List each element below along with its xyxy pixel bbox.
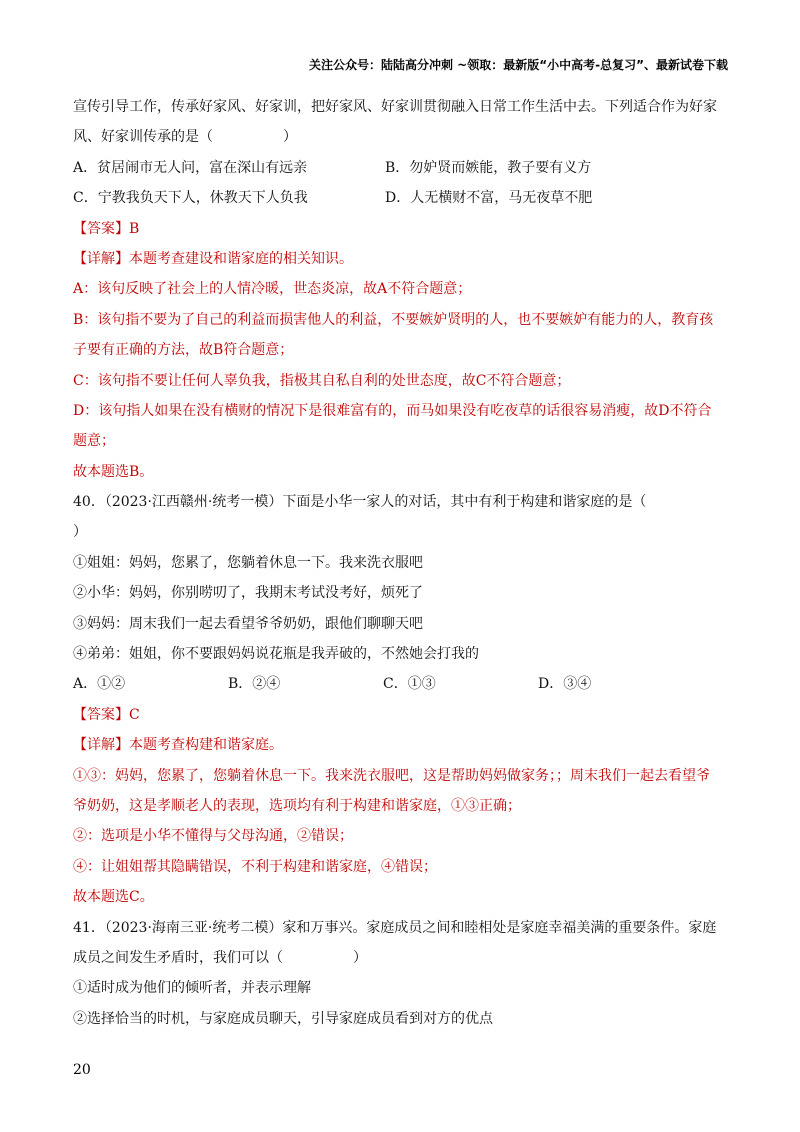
q40-explain-head: 【详解】本题考查构建和谐家庭。 [73, 737, 283, 754]
q40-options-row [73, 669, 733, 699]
q39-explain-line: B：该句指不要为了自己的利益而损害他人的利益，不要嫉妒贤明的人，也不要嫉妒有能力的人，教育孩 [73, 311, 714, 328]
q41-item: ②选择恰当的时机，与家庭成员聊天，引导家庭成员看到对方的优点 [73, 1010, 493, 1027]
q39-stem-line-2: 风、好家训传承的是（ ） [73, 129, 297, 146]
page-header: 关注公众号：陆陆高分冲刺 ~领取：最新版“小中高考-总复习”、最新试卷下载 [309, 58, 728, 72]
q40-conclusion: 故本题选C。 [73, 889, 154, 906]
q40-explain-line: ④：让姐姐帮其隐瞒错误，不利于构建和谐家庭，④错误； [73, 858, 437, 875]
q40-stem-line-2: ） [73, 524, 87, 541]
page-number: 20 [73, 1062, 91, 1078]
q39-stem-line-1: 宣传引导工作，传承好家风、好家训，把好家风、好家训贯彻融入日常工作生活中去。下列适合作为好家 [73, 99, 717, 115]
q40-item: ②小华：妈妈，你别唠叨了，我期末考试没考好，烦死了 [73, 585, 423, 602]
q40-explain-line: ①③：妈妈，您累了，您躺着休息一下。我来洗衣服吧，这是帮助妈妈做家务；；周末我们一起去看望爷 [73, 767, 710, 784]
q39-answer: 【答案】B [73, 220, 140, 237]
q40-item: ③妈妈：周末我们一起去看望爷爷奶奶，跟他们聊聊天吧 [73, 615, 423, 632]
document-body [73, 92, 733, 1034]
q39-explain-line: C：该句指不要让任何人辜负我，指极其自私自利的处世态度，故C不符合题意； [73, 372, 571, 389]
q39-option-c: C．宁教我负天下人，休教天下人负我 [73, 190, 308, 207]
q39-explain-line: D：该句指人如果在没有横财的情况下是很难富有的，而马如果没有吃夜草的话很容易消瘦，故D不符合 [73, 402, 712, 419]
q39-explain-line: A：该句反映了社会上的人情冷暖，世态炎凉，故A不符合题意； [73, 281, 472, 298]
q39-option-b: B．勿妒贤而嫉能，教子要有义方 [385, 159, 592, 176]
q39-explain-line: 题意； [73, 433, 115, 450]
q40-item: ④弟弟：姐姐，你不要跟妈妈说花瓶是我弄破的，不然她会打我的 [73, 646, 479, 663]
q40-option-d: D．③④ [538, 676, 592, 693]
q39-option-d: D．人无横财不富，马无夜草不肥 [385, 190, 593, 207]
q39-options-row-2 [73, 183, 733, 213]
q39-option-a: A．贫居闹市无人问，富在深山有远亲 [73, 159, 308, 176]
q41-stem-line-1: 41．（2023·海南三亚·统考二模）家和万事兴。家庭成员之间和睦相处是家庭幸福美满的重要条件。家庭 [73, 919, 717, 936]
q39-options-row-1 [73, 153, 733, 183]
q40-option-b: B．②④ [228, 676, 281, 693]
q39-conclusion: 故本题选B。 [73, 463, 154, 480]
q39-explain-line: 子要有正确的方法，故B符合题意； [73, 342, 294, 359]
q40-option-c: C．①③ [383, 676, 436, 693]
q40-explain-line: ②：选项是小华不懂得与父母沟通，②错误； [73, 828, 353, 845]
q40-explain-line: 爷奶奶，这是孝顺老人的表现，选项均有利于构建和谐家庭，①③正确； [73, 797, 521, 814]
q40-item: ①姐姐：妈妈，您累了，您躺着休息一下。我来洗衣服吧 [73, 554, 423, 571]
q41-stem-line-2: 成员之间发生矛盾时，我们可以（ ） [73, 949, 367, 966]
q41-item: ①适时成为他们的倾听者，并表示理解 [73, 980, 311, 997]
q40-option-a: A．①② [73, 676, 126, 693]
q39-explain-head: 【详解】本题考查建设和谐家庭的相关知识。 [73, 250, 353, 267]
q40-stem-line-1: 40．（2023·江西赣州·统考一模）下面是小华一家人的对话，其中有利于构建和谐家庭的是（ [73, 494, 647, 511]
q40-answer: 【答案】C [73, 706, 140, 723]
